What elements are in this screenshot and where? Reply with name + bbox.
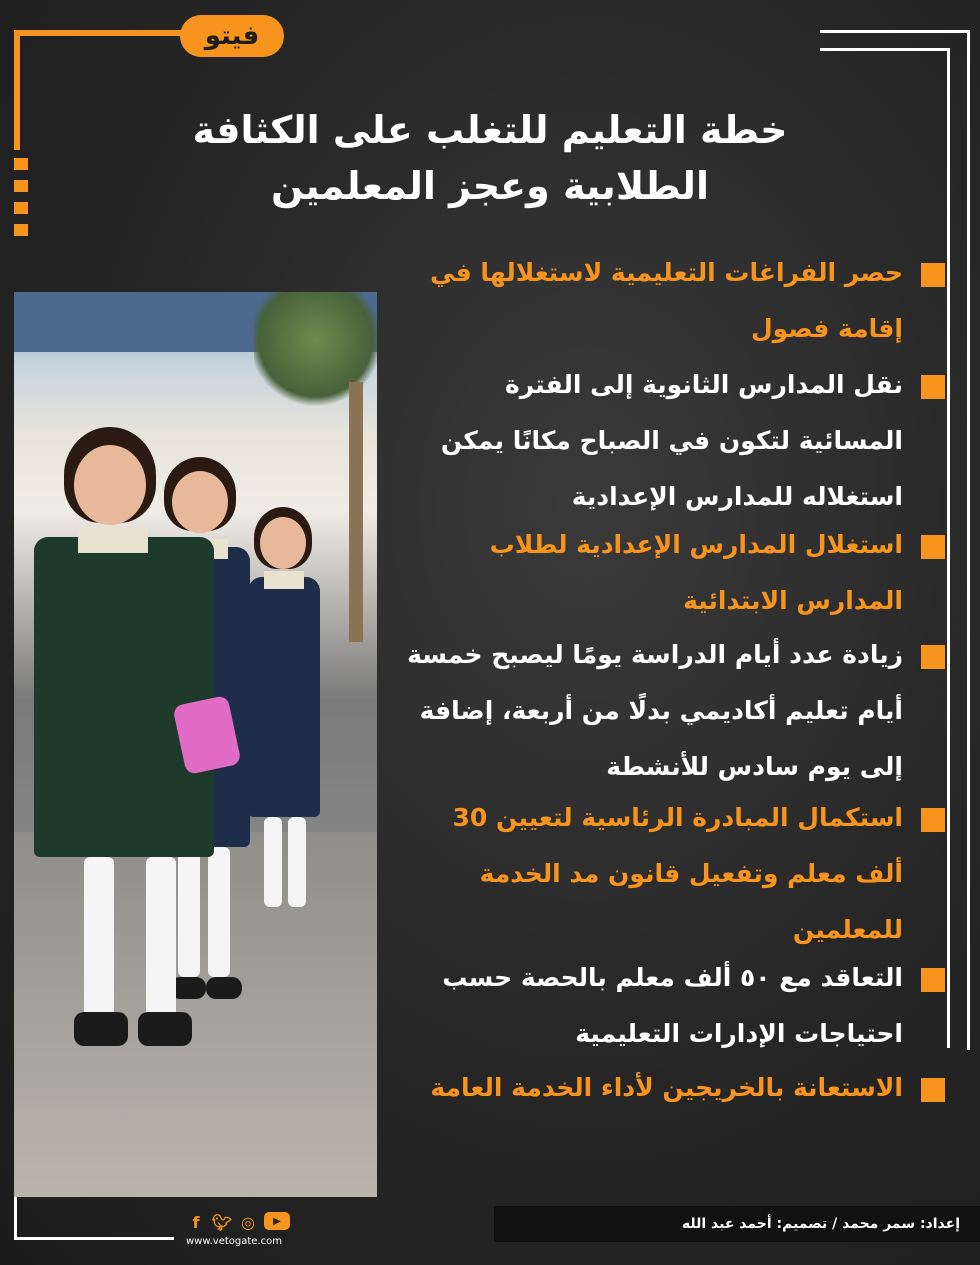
frame-top-right-horizontal-inner (820, 48, 950, 51)
frame-top-left-horizontal (14, 30, 194, 36)
list-item (400, 790, 945, 958)
list-item (400, 627, 945, 795)
credits-bar (494, 1206, 980, 1242)
frame-dash (14, 180, 28, 192)
list-item-text: زيادة عدد أيام الدراسة يومًا ليصبح خمسة أيام تعليم أكاديمي بدلًا من أربعة، إضافة إلى يوم سادس للأنشطة (407, 640, 903, 781)
bullet-square-icon (921, 808, 945, 832)
website-url[interactable]: www.vetogate.com (186, 1236, 282, 1247)
bullet-square-icon (921, 645, 945, 669)
list-item-text: استكمال المبادرة الرئاسية لتعيين 30 ألف معلم وتفعيل قانون مد الخدمة للمعلمين (452, 803, 903, 944)
list-item-text: التعاقد مع ٥٠ ألف معلم بالحصة حسب احتياجات الإدارات التعليمية (442, 963, 903, 1048)
list-item-text: استغلال المدارس الإعدادية لطلاب المدارس الابتدائية (489, 530, 903, 615)
bullet-square-icon (921, 535, 945, 559)
list-item-text: نقل المدارس الثانوية إلى الفترة المسائية لتكون في الصباح مكانًا يمكن استغلاله للمدارس الإعدادية (440, 370, 903, 511)
brand-logo: فيتو (180, 15, 284, 57)
facebook-icon[interactable]: f (192, 1212, 200, 1232)
list-item (400, 950, 945, 1062)
twitter-icon[interactable]: 🐦︎ (211, 1212, 233, 1232)
social-icons (186, 1212, 290, 1232)
list-item (400, 245, 945, 357)
frame-right-vertical (967, 30, 970, 1050)
frame-right-vertical-inner (947, 48, 950, 1048)
frame-dash (14, 202, 28, 214)
bullet-square-icon (921, 1078, 945, 1102)
students-photo (14, 292, 377, 1197)
frame-top-right-horizontal (820, 30, 970, 33)
title-line-2: الطلابية وعجز المعلمين (271, 164, 709, 208)
list-item (400, 1060, 945, 1116)
photo-tree-trunk (349, 382, 363, 642)
youtube-icon[interactable]: ▶ (264, 1212, 290, 1230)
list-item-text: الاستعانة بالخريجين لأداء الخدمة العامة (430, 1073, 903, 1102)
frame-top-left-vertical (14, 30, 20, 150)
list-item-text: حصر الفراغات التعليمية لاستغلالها في إقامة فصول (430, 258, 903, 343)
bullet-square-icon (921, 375, 945, 399)
list-item (400, 517, 945, 629)
list-item (400, 357, 945, 525)
frame-dash (14, 224, 28, 236)
page-title (120, 102, 860, 214)
bullet-square-icon (921, 968, 945, 992)
frame-bottom-left-horizontal (14, 1237, 174, 1240)
credits-text: إعداد: سمر محمد / تصميم: أحمد عبد الله (681, 1216, 960, 1232)
bullet-square-icon (921, 263, 945, 287)
instagram-icon[interactable]: ◎ (241, 1212, 255, 1232)
frame-dash (14, 158, 28, 170)
title-line-1: خطة التعليم للتغلب على الكثافة (192, 108, 788, 152)
